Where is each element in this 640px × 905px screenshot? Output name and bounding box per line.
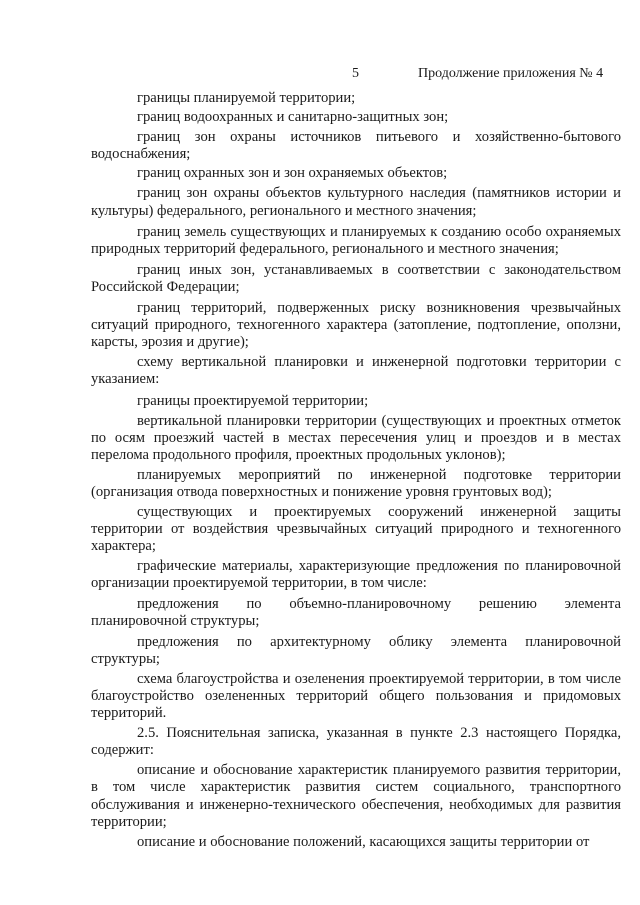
paragraph: границ земель существующих и планируемых к созданию особо охраняемых природных территорий федерального, регионального и местного значения;: [91, 223, 621, 257]
paragraph: границ зон охраны источников питьевого и хозяйственно-бытового водоснабжения;: [91, 129, 621, 163]
paragraph: границ территорий, подверженных риску возникновения чрезвычайных ситуаций природного, техногенного характера (затопление, подтопление, оползни, карсты, эрозия и другие);: [91, 300, 621, 351]
paragraph: вертикальной планировки территории (существующих и проектных отметок по осям проезжий частей в местах пересечения улиц и проездов и в местах перелома продольного профиля, проектных продольных уклонов);: [91, 412, 621, 463]
paragraph: границ охранных зон и зон охраняемых объектов;: [137, 165, 448, 182]
paragraph: существующих и проектируемых сооружений инженерной защиты территории от воздействия чрезвычайных ситуаций природного и техногенного характера;: [91, 504, 621, 555]
paragraph: границы проектируемой территории;: [137, 392, 369, 409]
running-header: Продолжение приложения № 4: [418, 66, 604, 81]
paragraph: схему вертикальной планировки и инженерной подготовки территории с указанием:: [91, 354, 621, 388]
paragraph: границ водоохранных и санитарно-защитных зон;: [137, 109, 449, 126]
paragraph: предложения по архитектурному облику элемента планировочной структуры;: [91, 633, 621, 667]
paragraph: предложения по объемно-планировочному решению элемента планировочной структуры;: [91, 595, 621, 629]
document-body: [91, 90, 621, 851]
page-number: 5: [352, 66, 359, 81]
paragraph: 2.5. Пояснительная записка, указанная в пункте 2.3 настоящего Порядка, содержит:: [91, 725, 621, 759]
paragraph: границ иных зон, устанавливаемых в соответствии с законодательством Российской Федерации;: [91, 261, 621, 295]
paragraph: границы планируемой территории;: [137, 90, 356, 106]
paragraph: описание и обоснование положений, касающихся защиты территории от: [137, 833, 590, 850]
paragraph: схема благоустройства и озеленения проектируемой территории, в том числе благоустройство озелененных территорий общего пользования и придомовых территорий.: [91, 670, 621, 722]
paragraph: описание и обоснование характеристик планируемого развития территории, в том числе характеристик развития систем социального, транспортного обслуживания и инженерно-технического обеспечения, необходимых для развития территории;: [91, 762, 621, 830]
paragraph: графические материалы, характеризующие предложения по планировочной организации проектируемой территории, в том числе:: [91, 558, 621, 592]
paragraph: планируемых мероприятий по инженерной подготовке территории (организация отвода поверхностных и понижение уровня грунтовых вод);: [91, 466, 621, 500]
paragraph: границ зон охраны объектов культурного наследия (памятников истории и культуры) федерального, регионального и местного значения;: [91, 185, 621, 219]
